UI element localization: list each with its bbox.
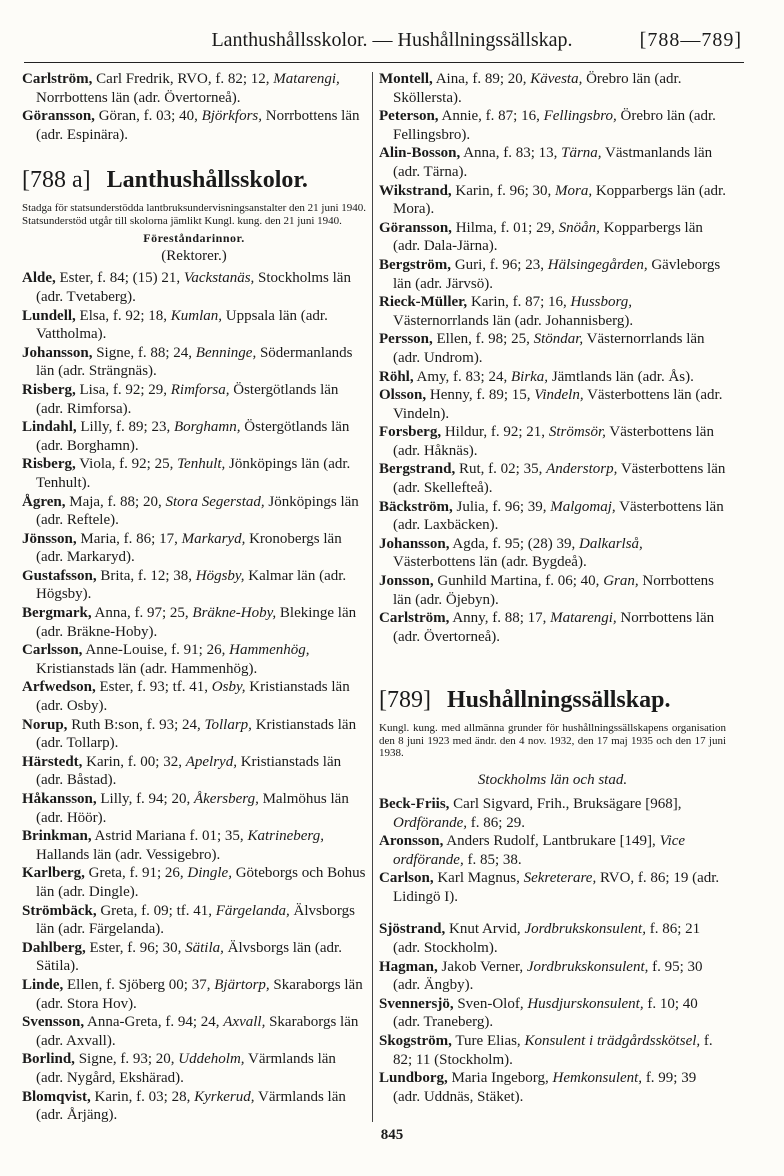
entry-place: Snöån, xyxy=(558,219,600,236)
entry-location: Värmlands län (adr. Nygård, Ekshärad). xyxy=(36,1051,336,1086)
entry-name: Strömbäck, xyxy=(22,902,97,919)
entry-name: Carlson, xyxy=(379,870,434,887)
entry-location: f. 95; 30 (adr. Ängby). xyxy=(393,958,703,994)
entry-name: Aronsson, xyxy=(379,833,444,850)
entry-name: Risberg, xyxy=(22,381,76,398)
entry-name: Bergström, xyxy=(379,256,452,273)
entry-place: Vackstanäs, xyxy=(183,270,255,287)
entry-place: Sätila, xyxy=(185,939,224,956)
list-item xyxy=(22,604,366,641)
list-item xyxy=(22,70,366,107)
entry-details: Astrid Mariana f. 01; 35, xyxy=(94,828,244,845)
entry-place: Rimforsa, xyxy=(170,381,230,398)
entry-location: f. 99; 39 (adr. Uddnäs, Stäket). xyxy=(393,1070,697,1105)
entry-location: Östergötlands län (adr. Borghamn). xyxy=(36,419,350,454)
entry-place: Borghamn, xyxy=(173,419,241,436)
entry-location: f. 85; 38. xyxy=(467,851,522,868)
list-item xyxy=(22,1088,366,1125)
entry-details: Ruth B:son, f. 93; 24, xyxy=(71,716,201,733)
entry-place: Strömsör, xyxy=(548,424,606,441)
list-item xyxy=(379,182,726,219)
list-item xyxy=(22,269,366,306)
entry-name: Carlsson, xyxy=(22,642,83,659)
entry-place: Anderstorp, xyxy=(546,461,618,478)
entry-details: Julia, f. 96; 39, xyxy=(456,498,547,515)
entry-location: Östergötlands län (adr. Rimforsa). xyxy=(36,381,339,417)
entry-details: Lilly, f. 89; 23, xyxy=(80,419,171,436)
entry-name: Jonsson, xyxy=(379,573,434,590)
section-heading-788a xyxy=(22,166,366,194)
list-item xyxy=(379,1069,726,1106)
section-number: [788 a] xyxy=(22,167,91,194)
entry-details: Viola, f. 92; 25, xyxy=(79,456,174,473)
header-rule xyxy=(24,62,744,63)
entry-list xyxy=(22,70,366,144)
entry-details: Knut Arvid, xyxy=(449,921,521,938)
list-item xyxy=(379,70,726,107)
entry-place: Kumlan, xyxy=(170,307,223,324)
entry-details: Karin, f. 00; 32, xyxy=(86,753,182,770)
entry-place: Hussborg, xyxy=(570,294,633,311)
entry-location: Norrbottens län (adr. Övertorneå). xyxy=(393,610,715,645)
entry-details: Brita, f. 12; 38, xyxy=(100,567,193,584)
entry-location: Kronobergs län (adr. Markaryd). xyxy=(36,530,342,566)
entry-location: f. 86; 21 (adr. Stockholm). xyxy=(393,921,701,957)
entry-details: Maja, f. 88; 20, xyxy=(69,493,162,510)
list-item xyxy=(22,790,366,827)
entry-details: Anders Rudolf, Lantbrukare [149], xyxy=(446,833,656,850)
entry-details: Ture Elias, xyxy=(455,1033,521,1050)
entry-place: Husdjurskonsulent, xyxy=(527,995,644,1012)
entry-details: Ellen, f. Sjöberg 00; 37, xyxy=(67,976,211,993)
list-item xyxy=(22,567,366,604)
entry-location: Uppsala län (adr. Vattholma). xyxy=(36,307,328,343)
list-item xyxy=(22,1050,366,1087)
section-title: Hushållningssällskap. xyxy=(446,687,671,714)
entry-location: Västernorrlands län (adr. Undrom). xyxy=(393,331,705,366)
entry-details: Greta, f. 91; 26, xyxy=(88,865,184,882)
entry-place: Kävesta, xyxy=(530,71,583,87)
list-item xyxy=(379,330,726,367)
list-item xyxy=(379,958,726,995)
entry-name: Montell, xyxy=(379,71,433,87)
entry-name: Sjöstrand, xyxy=(379,921,446,938)
entry-location: Jämtlands län (adr. Ås). xyxy=(551,368,694,385)
entry-details: Anna, f. 97; 25, xyxy=(94,605,189,622)
entry-details: Henny, f. 89; 15, xyxy=(429,387,531,404)
entry-place: Jordbrukskonsulent, xyxy=(524,921,646,938)
list-item xyxy=(379,498,726,535)
page-header xyxy=(0,28,784,52)
entry-place: Tollarp, xyxy=(204,716,252,733)
entry-name: Norup, xyxy=(22,716,68,733)
entry-list xyxy=(22,269,366,1124)
list-item xyxy=(22,455,366,492)
region-heading: Stockholms län och stad. xyxy=(477,771,628,788)
list-item xyxy=(22,530,366,567)
entry-place: Åkersberg, xyxy=(193,791,259,807)
entry-place: Uddeholm, xyxy=(178,1051,245,1068)
entry-details: Anne-Louise, f. 91; 26, xyxy=(85,642,226,659)
entry-location: Västerbottens län (adr. Skellefteå). xyxy=(393,461,726,497)
entry-name: Rieck-Müller, xyxy=(379,294,468,311)
entry-place: Stora Segerstad, xyxy=(165,493,265,510)
entry-name: Göransson, xyxy=(22,108,95,125)
entry-place: Högsby, xyxy=(195,567,245,584)
entry-location: Jönköpings län (adr. Reftele). xyxy=(36,493,359,529)
entry-location: Norrbottens län (adr. Öjebyn). xyxy=(393,573,715,608)
list-item xyxy=(379,995,726,1032)
entry-details: Ester, f. 93; tf. 41, xyxy=(99,679,209,696)
entry-details: Anna, f. 83; 13, xyxy=(463,145,558,162)
entry-place: Fellingsbro, xyxy=(543,108,617,125)
entry-name: Röhl, xyxy=(379,368,414,385)
entry-details: Rut, f. 02; 35, xyxy=(459,461,543,478)
list-item xyxy=(22,939,366,976)
section-number: [789] xyxy=(379,687,431,714)
entry-name: Alde, xyxy=(22,270,56,287)
entry-place: Hammenhög, xyxy=(229,642,310,659)
list-item xyxy=(379,869,726,906)
running-title: Lanthushållsskolor. — Hushållningssällskap. xyxy=(211,29,573,51)
entry-place: Bräkne-Hoby, xyxy=(192,605,277,622)
entry-location: Södermanlands län (adr. Strängnäs). xyxy=(36,344,353,380)
entry-name: Bäckström, xyxy=(379,498,453,515)
list-item xyxy=(379,1032,726,1069)
entry-details: Hildur, f. 92; 21, xyxy=(444,424,546,441)
list-item xyxy=(22,107,366,144)
entry-place: Gran, xyxy=(603,573,639,590)
entry-location: Västerbottens län (adr. Laxbäcken). xyxy=(393,498,724,534)
list-item xyxy=(22,716,366,753)
list-item xyxy=(379,609,726,646)
spacer xyxy=(379,906,726,920)
entry-name: Risberg, xyxy=(22,456,76,473)
entry-details: Gunhild Martina, f. 06; 40, xyxy=(437,573,600,590)
list-item xyxy=(379,572,726,609)
entry-place: Ordförande, xyxy=(393,814,468,831)
entry-place: Hemkonsulent, xyxy=(552,1070,643,1087)
entry-name: Arfwedson, xyxy=(22,679,96,696)
entry-location: Västernorrlands län (adr. Johannisberg). xyxy=(393,312,634,329)
entry-location: Skaraborgs län (adr. Axvall). xyxy=(36,1014,359,1049)
entry-name: Gustafsson, xyxy=(22,567,97,584)
list-item xyxy=(379,256,726,293)
entry-location: Malmöhus län (adr. Höör). xyxy=(36,791,349,826)
list-item xyxy=(22,827,366,864)
left-column xyxy=(22,70,366,1125)
entry-details: Amy, f. 83; 24, xyxy=(416,368,508,385)
entry-name: Carlström, xyxy=(379,610,450,627)
entry-place: Katrineberg, xyxy=(247,828,324,845)
entry-place: Markaryd, xyxy=(181,530,246,547)
section-description: Kungl. kung. med allmänna grunder för hushållningssällskapens organisation den 8 juni 1923 med ändr. den 4 nov. 1932, den 17 maj 1935 och den 17 juni 1938. xyxy=(379,722,726,760)
section-description: Stadga för statsunderstödda lantbruksundervisningsanstalter den 21 juni 1940. Statsunderstöd utgår till skolorna jämlikt Kungl. kung. den 21 juni 1940. xyxy=(22,202,366,227)
entry-place: Apelryd, xyxy=(185,753,237,770)
list-item xyxy=(22,493,366,530)
entry-details: Sven-Olof, xyxy=(457,995,524,1012)
entry-place: Matarengi, xyxy=(273,71,340,87)
list-item xyxy=(22,381,366,418)
section-title: Lanthushållsskolor. xyxy=(106,167,308,194)
entry-name: Olsson, xyxy=(379,387,427,404)
entry-details: Aina, f. 89; 20, xyxy=(435,71,527,87)
entry-location: RVO, f. 86; 19 (adr. Lidingö I). xyxy=(393,870,720,905)
entry-name: Peterson, xyxy=(379,108,439,125)
entry-place: Dalkarlså, xyxy=(579,535,643,552)
entry-location: Norrbottens län (adr. Övertorneå). xyxy=(36,89,241,106)
entry-details: Ester, f. 84; (15) 21, xyxy=(59,270,181,287)
entry-location: Jönköpings län (adr. Tenhult). xyxy=(36,456,351,491)
entry-details: Maria, f. 86; 17, xyxy=(80,530,178,547)
entry-location: Gävleborgs län (adr. Järvsö). xyxy=(393,256,721,292)
entry-location: Stockholms län (adr. Tvetaberg). xyxy=(36,270,351,305)
entry-details: Elsa, f. 92; 18, xyxy=(79,307,168,324)
entry-details: Lisa, f. 92; 29, xyxy=(79,381,167,398)
entry-place: Konsulent i trädgårdsskötsel, xyxy=(524,1033,701,1050)
entry-details: Carl Sigvard, Frih., Bruksägare [968], xyxy=(453,795,682,812)
list-item xyxy=(379,293,726,330)
entry-details: Maria Ingeborg, xyxy=(451,1070,549,1087)
entry-name: Lundell, xyxy=(22,307,76,324)
entry-name: Jönsson, xyxy=(22,530,77,547)
entry-name: Forsberg, xyxy=(379,424,442,441)
entry-location: Västerbottens län (adr. Håknäs). xyxy=(393,424,714,459)
entry-details: Karin, f. 87; 16, xyxy=(470,294,567,311)
list-item xyxy=(379,535,726,572)
entry-details: Lilly, f. 94; 20, xyxy=(100,791,191,807)
entry-place: Bjärtorp, xyxy=(214,976,270,993)
entry-place: Jordbrukskonsulent, xyxy=(526,958,649,975)
list-item xyxy=(22,641,366,678)
list-item xyxy=(379,795,726,832)
list-item xyxy=(379,219,726,256)
subheading-note: (Rektorer.) xyxy=(161,248,227,265)
entry-details: Jakob Verner, xyxy=(441,958,524,975)
entry-name: Johansson, xyxy=(379,535,450,552)
entry-name: Skogström, xyxy=(379,1033,452,1050)
entry-place: Axvall, xyxy=(223,1014,266,1031)
entry-location: Göteborgs och Bohus län (adr. Dingle). xyxy=(36,865,366,900)
entry-name: Lindahl, xyxy=(22,419,77,436)
section-heading-789 xyxy=(379,686,726,714)
entry-details: Agda, f. 95; (28) 39, xyxy=(452,535,576,552)
entry-location: Älvsborgs län (adr. Sätila). xyxy=(36,939,342,975)
entry-name: Bergmark, xyxy=(22,605,92,622)
list-item xyxy=(22,344,366,381)
entry-place: Benninge, xyxy=(195,344,257,361)
entry-name: Brinkman, xyxy=(22,828,92,845)
entry-name: Alin-Bosson, xyxy=(379,145,461,162)
list-item xyxy=(379,460,726,497)
entry-name: Karlberg, xyxy=(22,865,85,882)
entry-location: Örebro län (adr. Sköllersta). xyxy=(393,71,682,106)
entry-location: Kristianstads län (adr. Osby). xyxy=(36,679,350,715)
entry-location: Kopparbergs län (adr. Dala-Järna). xyxy=(393,219,703,255)
list-item xyxy=(379,368,726,387)
entry-place: Kyrkerud, xyxy=(194,1088,255,1105)
entry-location: Västmanlands län (adr. Tärna). xyxy=(393,145,713,180)
list-item xyxy=(22,902,366,939)
list-item xyxy=(379,144,726,181)
entry-place: Osby, xyxy=(211,679,246,696)
entry-details: Signe, f. 88; 24, xyxy=(96,344,193,361)
entry-place: Vindeln, xyxy=(534,387,584,404)
entry-details: Carl Fredrik, RVO, f. 82; 12, xyxy=(96,71,270,87)
entry-place: Tärna, xyxy=(561,145,602,162)
entry-details: Karin, f. 96; 30, xyxy=(455,182,552,199)
entry-location: Kristianstads län (adr. Tollarp). xyxy=(36,716,357,752)
entry-details: Ester, f. 96; 30, xyxy=(89,939,182,956)
entry-place: Sekreterare, xyxy=(523,870,597,887)
entry-name: Hagman, xyxy=(379,958,438,975)
list-item xyxy=(22,307,366,344)
list-item xyxy=(379,423,726,460)
entry-name: Dahlberg, xyxy=(22,939,86,956)
list-item xyxy=(22,418,366,455)
entry-list xyxy=(379,920,726,1106)
entry-name: Beck-Friis, xyxy=(379,795,450,812)
entry-place: Tenhult, xyxy=(177,456,226,473)
column-divider xyxy=(372,72,373,1122)
entry-place: Stöndar, xyxy=(533,331,584,348)
list-item xyxy=(22,1013,366,1050)
entry-location: Kalmar län (adr. Högsby). xyxy=(36,567,347,603)
entry-place: Hälsingegården, xyxy=(547,256,648,273)
entry-name: Ågren, xyxy=(22,493,66,510)
entry-list xyxy=(379,795,726,907)
list-item xyxy=(22,976,366,1013)
list-item xyxy=(22,678,366,715)
entry-details: Annie, f. 87; 16, xyxy=(441,108,540,125)
list-item xyxy=(22,753,366,790)
list-item xyxy=(22,864,366,901)
entry-place: Matarengi, xyxy=(550,610,617,627)
entry-location: Blekinge län (adr. Bräkne-Hoby). xyxy=(36,605,357,640)
entry-name: Svennersjö, xyxy=(379,995,454,1012)
page-number: 845 xyxy=(380,1127,404,1143)
entry-details: Anna-Greta, f. 94; 24, xyxy=(87,1014,220,1031)
entry-details: Karl Magnus, xyxy=(437,870,520,887)
entry-details: Hilma, f. 01; 29, xyxy=(455,219,555,236)
entry-location: Kopparbergs län (adr. Mora). xyxy=(393,182,726,218)
entry-details: Signe, f. 93; 20, xyxy=(78,1051,175,1068)
entry-location: Kristianstads län (adr. Båstad). xyxy=(36,753,342,789)
entry-details: Ellen, f. 98; 25, xyxy=(436,331,530,348)
entry-location: Hallands län (adr. Vessigebro). xyxy=(36,846,221,863)
entry-name: Härstedt, xyxy=(22,753,83,770)
entry-details: Karin, f. 03; 28, xyxy=(94,1088,191,1105)
entry-location: f. 10; 40 (adr. Traneberg). xyxy=(393,995,698,1031)
entry-place: Mora, xyxy=(555,182,593,199)
right-column xyxy=(379,70,726,1106)
list-item xyxy=(379,386,726,423)
entry-place: Björkfors, xyxy=(201,108,263,125)
entry-location: f. 86; 29. xyxy=(470,814,525,831)
entry-place: Vice ordförande, xyxy=(393,833,686,868)
entry-location: Älvsborgs län (adr. Färgelanda). xyxy=(36,902,355,938)
entry-name: Persson, xyxy=(379,331,433,348)
entry-name: Lundborg, xyxy=(379,1070,448,1087)
entry-location: Skaraborgs län (adr. Stora Hov). xyxy=(36,976,363,1012)
entry-location: Västerbottens län (adr. Vindeln). xyxy=(393,387,723,422)
entry-name: Bergstrand, xyxy=(379,461,456,478)
entry-details: Greta, f. 09; tf. 41, xyxy=(100,902,212,919)
entry-name: Blomqvist, xyxy=(22,1088,91,1105)
subheading: Föreståndarinnor. xyxy=(143,231,245,246)
entry-place: Malgomaj, xyxy=(550,498,616,515)
entry-place: Dingle, xyxy=(187,865,232,882)
entry-name: Wikstrand, xyxy=(379,182,452,199)
list-item xyxy=(379,920,726,957)
entry-location: Örebro län (adr. Fellingsbro). xyxy=(393,108,716,143)
entry-name: Göransson, xyxy=(379,219,452,236)
section-range: [788—789] xyxy=(639,29,742,51)
entry-details: Anny, f. 88; 17, xyxy=(452,610,547,627)
list-item xyxy=(379,832,726,869)
list-item xyxy=(379,107,726,144)
entry-name: Johansson, xyxy=(22,344,93,361)
entry-name: Carlström, xyxy=(22,71,93,87)
entry-location: Kristianstads län (adr. Hammenhög). xyxy=(36,660,258,677)
entry-place: Färgelanda, xyxy=(215,902,290,919)
entry-location: Värmlands län (adr. Årjäng). xyxy=(36,1088,346,1124)
entry-details: Göran, f. 03; 40, xyxy=(98,108,198,125)
entry-place: Birka, xyxy=(510,368,549,385)
entry-details: Guri, f. 96; 23, xyxy=(454,256,544,273)
entry-name: Svensson, xyxy=(22,1014,85,1031)
entry-location: Västerbottens län (adr. Bygdeå). xyxy=(393,554,587,571)
entry-name: Håkansson, xyxy=(22,791,97,807)
entry-name: Linde, xyxy=(22,976,64,993)
entry-list xyxy=(379,70,726,646)
entry-location: f. 82; 11 (Stockholm). xyxy=(393,1033,713,1068)
entry-name: Borlind, xyxy=(22,1051,75,1068)
entry-location: Norrbottens län (adr. Espinära). xyxy=(36,108,360,143)
